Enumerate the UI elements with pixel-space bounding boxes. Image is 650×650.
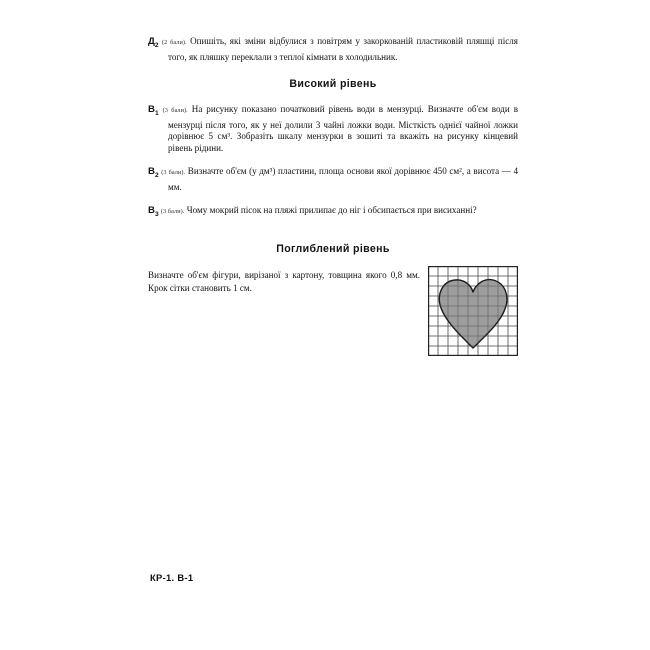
task-b3 (148, 205, 518, 221)
deep-level-row (148, 269, 518, 294)
heart-grid-figure (428, 266, 520, 358)
content-column (148, 36, 518, 294)
task-b3-body (148, 205, 518, 221)
task-d2-text: Опишіть, які зміни відбулися з повітрям у закоркованій пластиковій пляшці після того, як пляшку переклали з теплої кімнати в холодильник. (168, 36, 518, 62)
task-b3-marker-sub: 3 (154, 211, 159, 219)
task-b2 (148, 166, 518, 193)
task-b1-marker-sub: 1 (154, 110, 159, 117)
task-b1 (148, 104, 518, 154)
task-b2-marker: $В_2$ (148, 166, 159, 180)
task-b3-marker: $В_3$ (148, 205, 159, 219)
page-footer: КР-1. В-1 (150, 572, 194, 583)
task-b1-marker: $В_1$ (148, 104, 159, 117)
task-deep-text: Визначте об'єм фігури, вирізаної з картону, товщина якого 0,8 мм. Крок сітки становить 1 см. (148, 269, 420, 293)
task-d2-marker: $Д_2$ (148, 36, 159, 49)
task-b2-points: (3 бали). (161, 169, 186, 177)
task-b1-body (148, 104, 518, 154)
task-b1-points: (3 бали). (162, 107, 188, 115)
task-b3-text: Чому мокрий пісок на пляжі прилипає до ніг і обсипається при висиханні? (186, 205, 477, 216)
task-b2-marker-sub: 2 (154, 172, 159, 180)
task-b1-text: На рисунку показано початковий рівень води в мензурці. Визначте об'єм води в мензурці після того, як у неї долили 3 чайні ложки води. Місткість однієї чайної ложки дорівнює 5 см³. Зобразіть шкалу мензурки в зошиті та вкажіть на рисунку кінцевий рівень рідини. (168, 104, 519, 153)
section-heading-high-level: Високий рівень (148, 76, 518, 93)
heart-on-grid-svg (428, 266, 518, 356)
section-heading-deep-level: Поглиблений рівень (148, 241, 518, 258)
task-d2-marker-sub: 2 (154, 41, 159, 49)
task-b3-points: (3 бали). (160, 208, 185, 216)
task-d2-body (148, 36, 518, 63)
task-d2-points: (2 бали). (161, 39, 187, 46)
task-b2-text: Визначте об'єм (у дм³) пластини, площа основи якої дорівнює 450 см², а висота — 4 мм. (168, 166, 519, 192)
task-d2 (148, 36, 518, 63)
task-b2-body (148, 166, 518, 193)
